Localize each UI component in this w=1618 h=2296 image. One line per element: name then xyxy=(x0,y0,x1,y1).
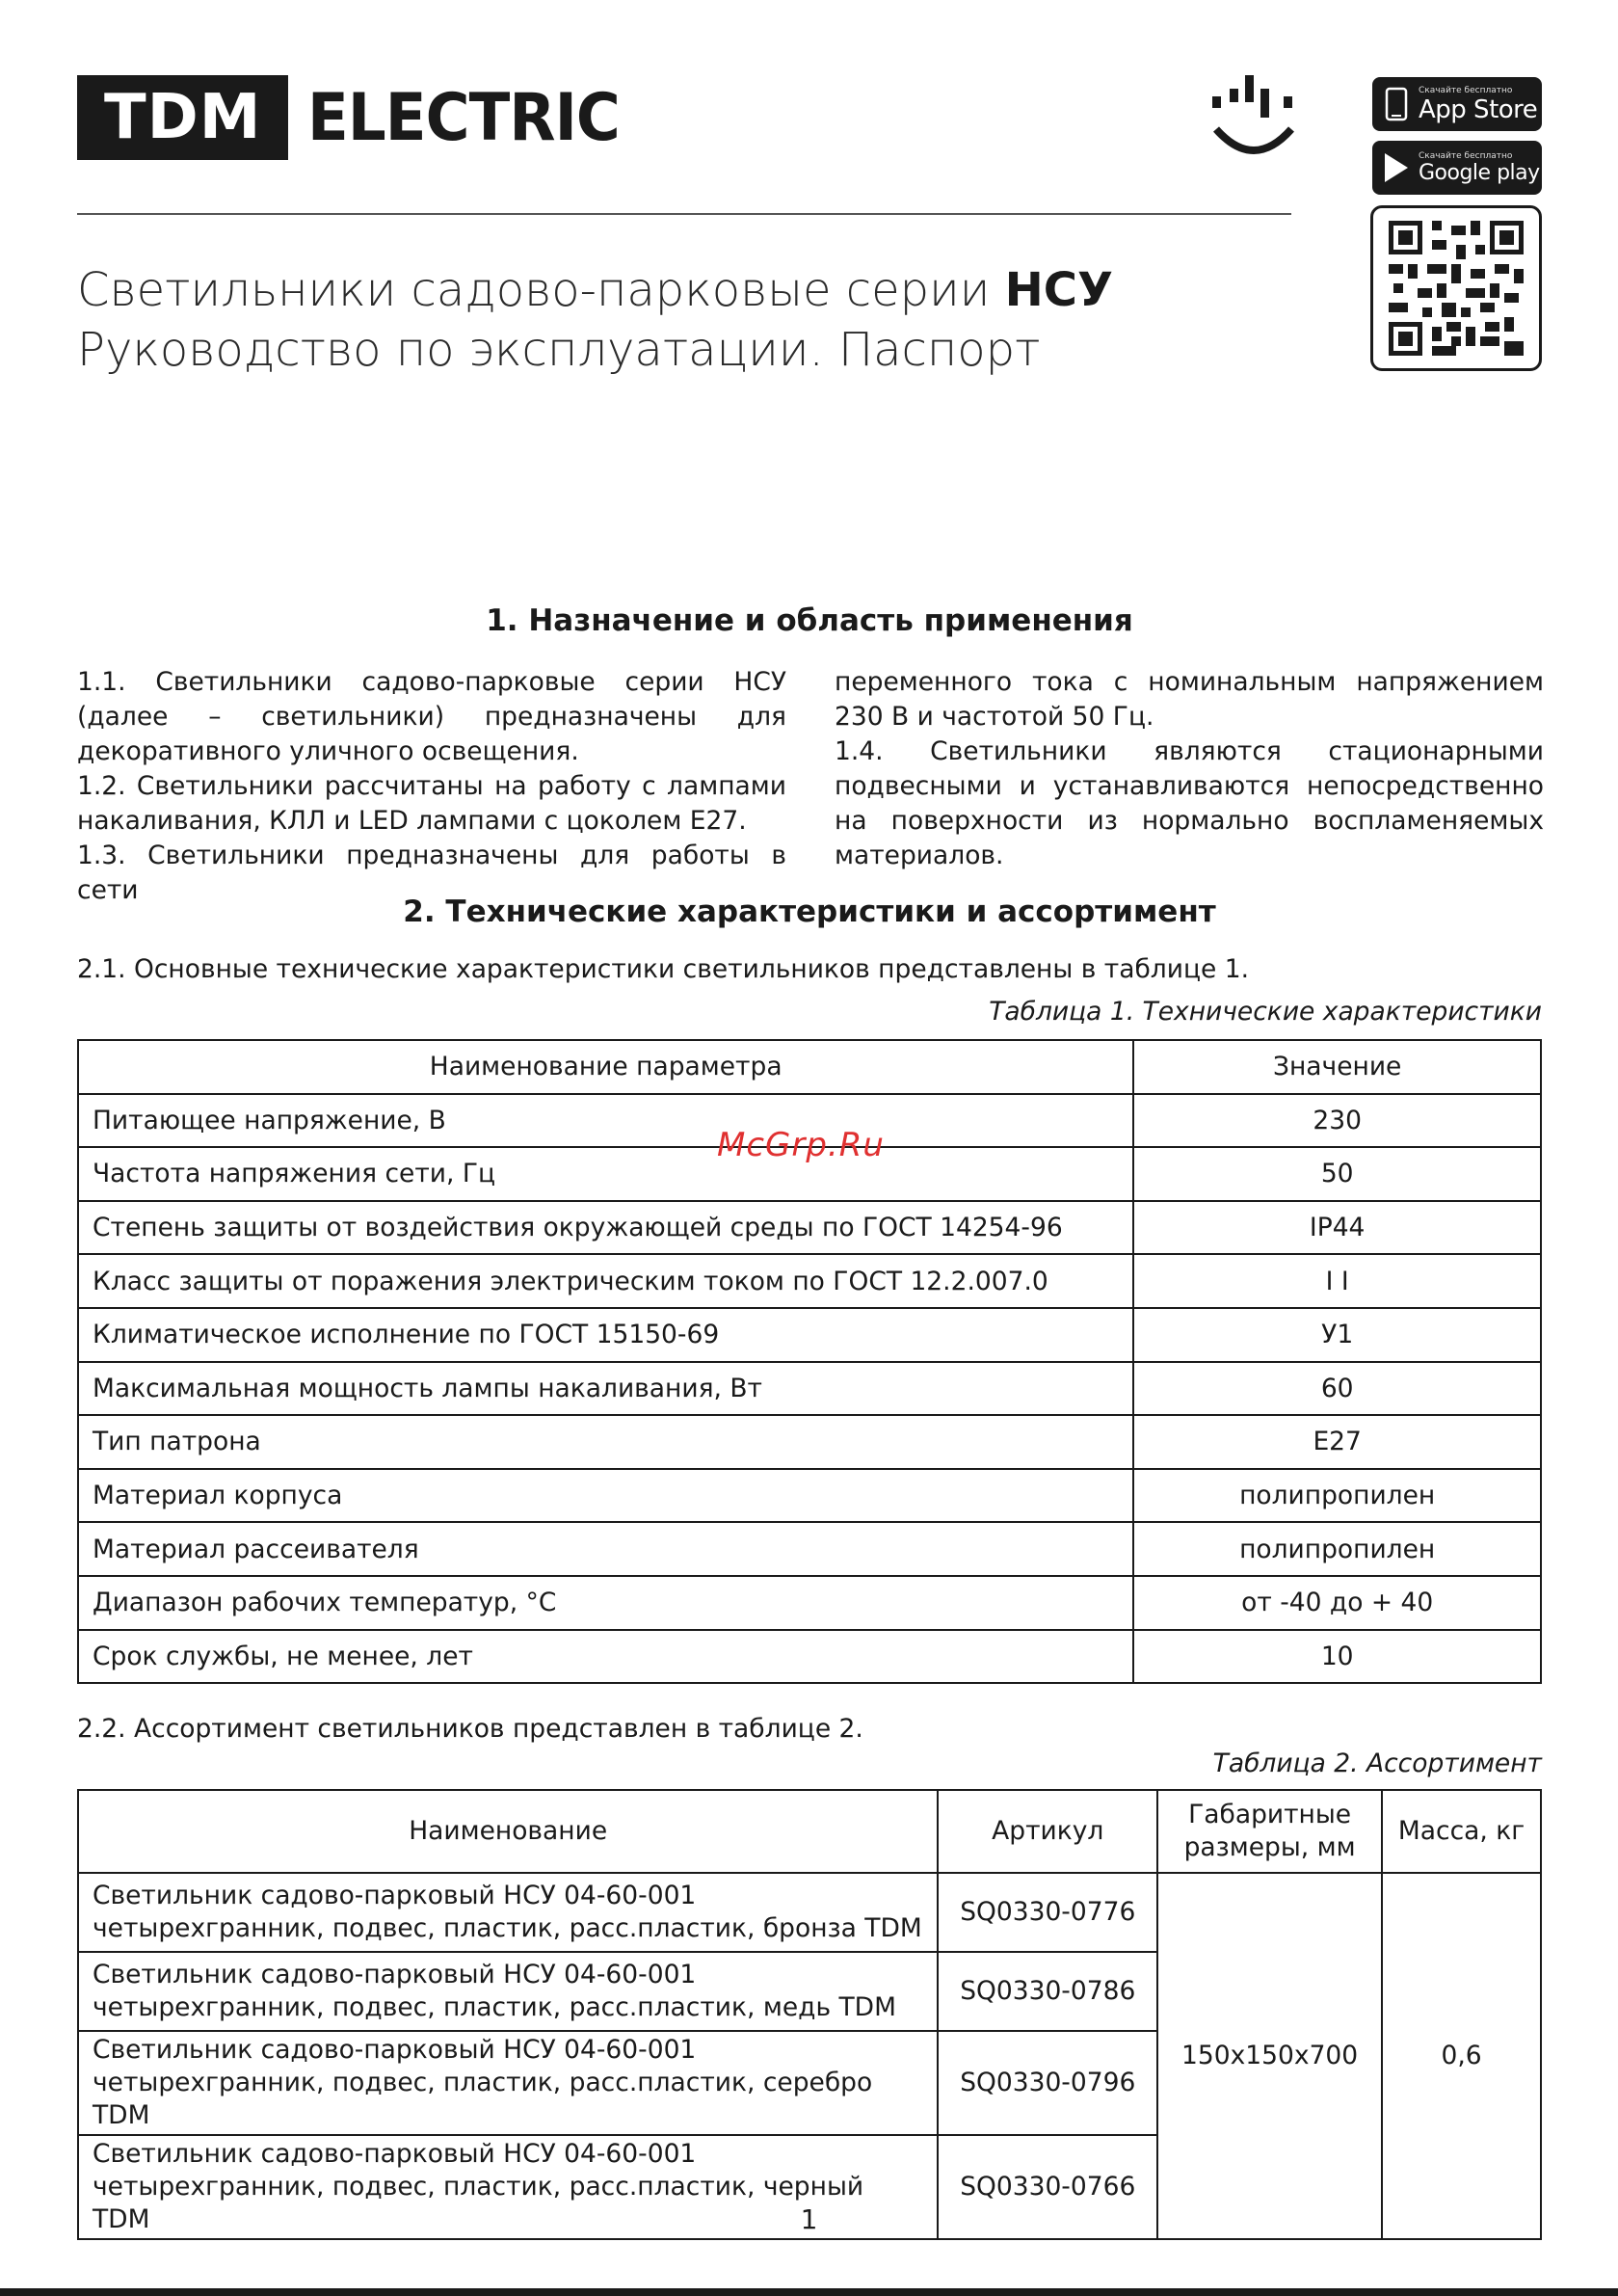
param-value: IP44 xyxy=(1133,1201,1541,1255)
table-row xyxy=(78,1469,1541,1523)
param-name: Питающее напряжение, В xyxy=(78,1094,1133,1148)
section1-heading: 1. Назначение и область применения xyxy=(486,603,1133,638)
product-article: SQ0330-0796 xyxy=(938,2031,1157,2135)
table2-caption: Таблица 2. Ассортимент xyxy=(1212,1749,1542,1778)
bottom-border xyxy=(0,2288,1618,2296)
param-value: 230 xyxy=(1133,1094,1541,1148)
table-row xyxy=(78,1630,1541,1684)
appstore-badge[interactable] xyxy=(1372,77,1542,131)
table1-header-param: Наименование параметра xyxy=(78,1040,1133,1094)
table-row xyxy=(78,1873,1541,1952)
header-divider xyxy=(77,213,1291,215)
logo-word: ELECTRIC xyxy=(307,79,621,156)
face-icon xyxy=(1212,75,1295,162)
param-name: Класс защиты от поражения электрическим током по ГОСТ 12.2.007.0 xyxy=(78,1254,1133,1308)
param-value: У1 xyxy=(1133,1308,1541,1362)
product-mass: 0,6 xyxy=(1382,1873,1541,2239)
param-name: Частота напряжения сети, Гц xyxy=(78,1147,1133,1201)
param-name: Материал корпуса xyxy=(78,1469,1133,1523)
param-name: Материал рассеивателя xyxy=(78,1522,1133,1576)
product-article: SQ0330-0776 xyxy=(938,1873,1157,1952)
param-name: Диапазон рабочих температур, °С xyxy=(78,1576,1133,1630)
googleplay-badge[interactable] xyxy=(1372,141,1542,195)
product-article: SQ0330-0766 xyxy=(938,2135,1157,2239)
param-value: I I xyxy=(1133,1254,1541,1308)
section1-right-column xyxy=(835,665,1544,873)
para-2-2: 2.2. Ассортимент светильников представлен в таблице 2. xyxy=(77,1714,863,1744)
appstore-small: Скачайте бесплатно xyxy=(1419,85,1513,95)
watermark: McGrp.Ru xyxy=(717,1126,885,1164)
param-name: Максимальная мощность лампы накаливания, Вт xyxy=(78,1362,1133,1416)
logo-box: TDM xyxy=(77,75,288,160)
table1-header-row xyxy=(78,1040,1541,1094)
table-row xyxy=(78,1576,1541,1630)
param-value: Е27 xyxy=(1133,1415,1541,1469)
para-1-1: 1.1. Светильники садово-парковые серии НСУ (далее – светильники) предназначены для декоративного уличного освещения. xyxy=(77,667,786,766)
table-row xyxy=(78,1362,1541,1416)
param-value: от -40 до + 40 xyxy=(1133,1576,1541,1630)
param-name: Тип патрона xyxy=(78,1415,1133,1469)
product-name: Светильник садово-парковый НСУ 04-60-001 четырехгранник, подвес, пластик, расс.пластик, черный TDM xyxy=(78,2135,938,2239)
para-2-1: 2.1. Основные технические характеристики светильников представлены в таблице 1. xyxy=(77,954,1249,984)
table2-header-row xyxy=(78,1790,1541,1873)
table2-header-name: Наименование xyxy=(78,1790,938,1873)
title-series: НСУ xyxy=(1004,263,1114,317)
table1-caption: Таблица 1. Технические характеристики xyxy=(989,997,1542,1027)
param-name: Срок службы, не менее, лет xyxy=(78,1630,1133,1684)
para-1-4: 1.4. Светильники являются стационарными подвесными и устанавливаются непосредственно на поверхности из нормально воспламеняемых материалов. xyxy=(835,736,1544,870)
table-row xyxy=(78,1415,1541,1469)
table1-header-value: Значение xyxy=(1133,1040,1541,1094)
title-line1: Светильники садово-парковые серии xyxy=(77,263,1005,317)
para-1-2: 1.2. Светильники рассчитаны на работу с лампами накаливания, КЛЛ и LED лампами с цоколем Е27. xyxy=(77,771,786,836)
table2-header-dimensions: Габаритные размеры, мм xyxy=(1157,1790,1382,1873)
brand-logo xyxy=(77,75,648,160)
table2-header-mass: Масса, кг xyxy=(1382,1790,1541,1873)
param-name: Степень защиты от воздействия окружающей среды по ГОСТ 14254-96 xyxy=(78,1201,1133,1255)
para-1-3: 1.3. Светильники предназначены для работы в сети xyxy=(77,841,786,905)
param-value: 60 xyxy=(1133,1362,1541,1416)
product-article: SQ0330-0786 xyxy=(938,1952,1157,2031)
param-value: полипропилен xyxy=(1133,1469,1541,1523)
table-row xyxy=(78,1308,1541,1362)
para-1-3-cont: переменного тока с номинальным напряжением 230 В и частотой 50 Гц. xyxy=(835,667,1544,732)
apple-icon xyxy=(1382,86,1411,122)
table-row xyxy=(78,1522,1541,1576)
section1-left-column xyxy=(77,665,786,908)
product-name: Светильник садово-парковый НСУ 04-60-001 четырехгранник, подвес, пластик, расс.пластик, бронза TDM xyxy=(78,1873,938,1952)
product-dimensions: 150х150х700 xyxy=(1157,1873,1382,2239)
document-title xyxy=(77,260,1113,380)
table-row xyxy=(78,1201,1541,1255)
qr-code xyxy=(1370,205,1542,371)
table2-header-article: Артикул xyxy=(938,1790,1157,1873)
product-name: Светильник садово-парковый НСУ 04-60-001 четырехгранник, подвес, пластик, расс.пластик, медь TDM xyxy=(78,1952,938,2031)
product-name: Светильник садово-парковый НСУ 04-60-001 четырехгранник, подвес, пластик, расс.пластик, серебро TDM xyxy=(78,2031,938,2135)
assortment-table xyxy=(77,1789,1542,2240)
googleplay-small: Скачайте бесплатно xyxy=(1419,150,1513,161)
table-row xyxy=(78,1254,1541,1308)
param-value: полипропилен xyxy=(1133,1522,1541,1576)
googleplay-label: Google play xyxy=(1419,160,1540,185)
page-number: 1 xyxy=(800,2203,818,2235)
title-line2: Руководство по эксплуатации. Паспорт xyxy=(77,323,1041,377)
appstore-label: App Store xyxy=(1419,94,1538,124)
param-value: 10 xyxy=(1133,1630,1541,1684)
param-value: 50 xyxy=(1133,1147,1541,1201)
section2-heading: 2. Технические характеристики и ассортимент xyxy=(403,894,1216,929)
play-icon xyxy=(1382,149,1411,186)
param-name: Климатическое исполнение по ГОСТ 15150-69 xyxy=(78,1308,1133,1362)
